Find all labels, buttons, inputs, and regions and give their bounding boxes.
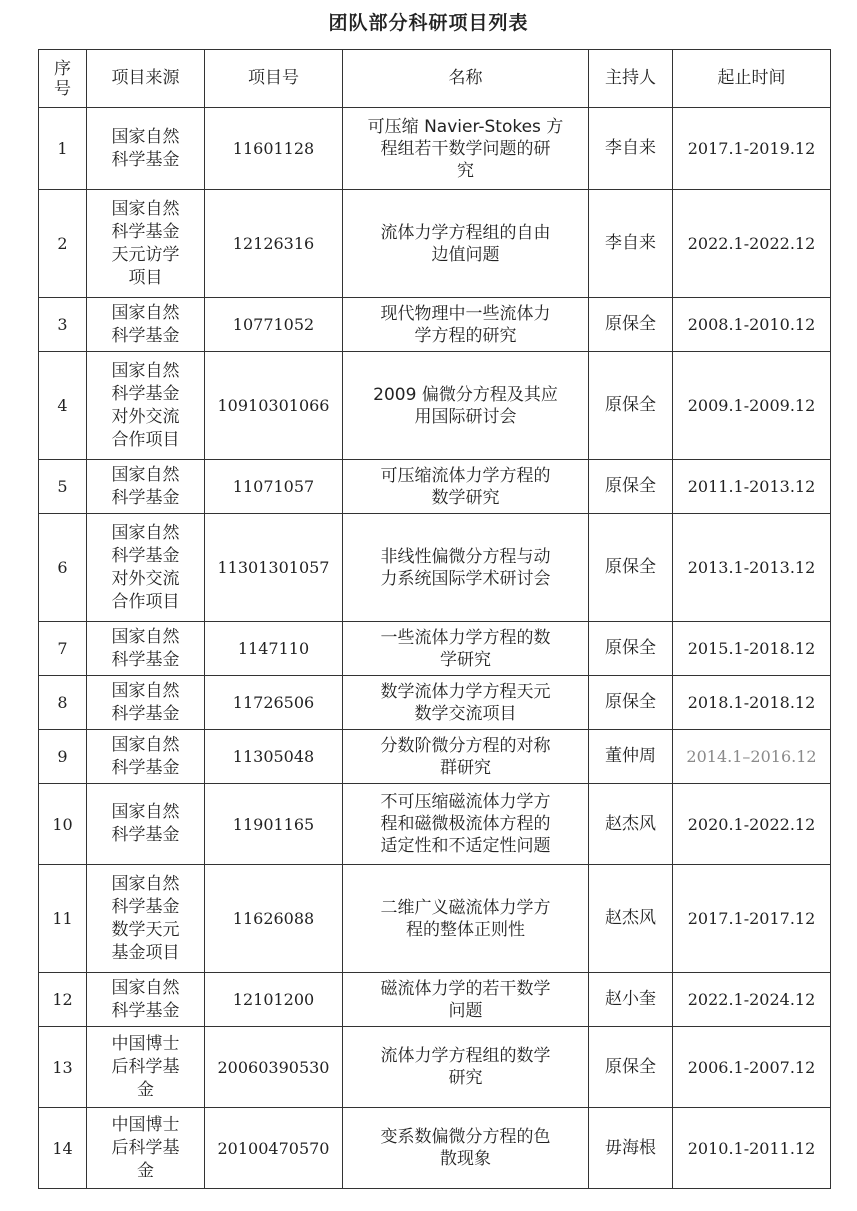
- cell-host: 赵杰风: [589, 865, 673, 973]
- cell-source: 国家自然 科学基金 对外交流 合作项目: [87, 352, 205, 460]
- cell-seq: 8: [39, 676, 87, 730]
- cell-period: 2011.1-2013.12: [673, 460, 831, 514]
- header-name: 名称: [343, 50, 589, 108]
- projects-table: [38, 49, 831, 1189]
- cell-seq: 12: [39, 973, 87, 1027]
- cell-name: 现代物理中一些流体力 学方程的研究: [343, 298, 589, 352]
- cell-name: 不可压缩磁流体力学方 程和磁微极流体方程的 适定性和不适定性问题: [343, 784, 589, 865]
- cell-seq: 9: [39, 730, 87, 784]
- cell-name: 流体力学方程组的自由 边值问题: [343, 190, 589, 298]
- header-project-no: 项目号: [205, 50, 343, 108]
- cell-project-no: 11071057: [205, 460, 343, 514]
- cell-name: 磁流体力学的若干数学 问题: [343, 973, 589, 1027]
- cell-host: 原保全: [589, 676, 673, 730]
- table-row: [39, 1027, 831, 1108]
- cell-period: 2010.1-2011.12: [673, 1108, 831, 1189]
- cell-source: 国家自然 科学基金: [87, 622, 205, 676]
- cell-period: 2013.1-2013.12: [673, 514, 831, 622]
- cell-source: 国家自然 科学基金 天元访学 项目: [87, 190, 205, 298]
- cell-name: 数学流体力学方程天元 数学交流项目: [343, 676, 589, 730]
- cell-name: 变系数偏微分方程的色 散现象: [343, 1108, 589, 1189]
- cell-seq: 5: [39, 460, 87, 514]
- cell-seq: 3: [39, 298, 87, 352]
- cell-name: 可压缩 Navier-Stokes 方 程组若干数学问题的研 究: [343, 108, 589, 190]
- cell-name: 流体力学方程组的数学 研究: [343, 1027, 589, 1108]
- table-row: [39, 108, 831, 190]
- header-host: 主持人: [589, 50, 673, 108]
- cell-name: 二维广义磁流体力学方 程的整体正则性: [343, 865, 589, 973]
- cell-period: 2009.1-2009.12: [673, 352, 831, 460]
- table-row: [39, 784, 831, 865]
- header-seq: 序 号: [39, 50, 87, 108]
- table-row: [39, 973, 831, 1027]
- cell-project-no: 11601128: [205, 108, 343, 190]
- cell-period: 2018.1-2018.12: [673, 676, 831, 730]
- cell-source: 国家自然 科学基金 数学天元 基金项目: [87, 865, 205, 973]
- cell-source: 国家自然 科学基金: [87, 460, 205, 514]
- cell-source: 国家自然 科学基金 对外交流 合作项目: [87, 514, 205, 622]
- cell-project-no: 10771052: [205, 298, 343, 352]
- cell-project-no: 10910301066: [205, 352, 343, 460]
- cell-host: 李自来: [589, 190, 673, 298]
- cell-host: 原保全: [589, 622, 673, 676]
- cell-period: 2020.1-2022.12: [673, 784, 831, 865]
- cell-name: 分数阶微分方程的对称 群研究: [343, 730, 589, 784]
- cell-period: 2017.1-2019.12: [673, 108, 831, 190]
- table-row: [39, 865, 831, 973]
- table-header-row: [39, 50, 831, 108]
- cell-seq: 13: [39, 1027, 87, 1108]
- table-row: [39, 1108, 831, 1189]
- table-row: [39, 352, 831, 460]
- cell-project-no: 11901165: [205, 784, 343, 865]
- cell-project-no: 11301301057: [205, 514, 343, 622]
- cell-source: 中国博士 后科学基 金: [87, 1108, 205, 1189]
- cell-source: 国家自然 科学基金: [87, 676, 205, 730]
- table-row: [39, 676, 831, 730]
- table-row: [39, 730, 831, 784]
- cell-project-no: 20100470570: [205, 1108, 343, 1189]
- cell-seq: 1: [39, 108, 87, 190]
- cell-host: 原保全: [589, 352, 673, 460]
- cell-host: 原保全: [589, 1027, 673, 1108]
- cell-source: 国家自然 科学基金: [87, 298, 205, 352]
- cell-period: 2014.1–2016.12: [673, 730, 831, 784]
- cell-seq: 11: [39, 865, 87, 973]
- cell-seq: 14: [39, 1108, 87, 1189]
- cell-project-no: 12101200: [205, 973, 343, 1027]
- cell-project-no: 11726506: [205, 676, 343, 730]
- table-row: [39, 190, 831, 298]
- cell-host: 董仲周: [589, 730, 673, 784]
- cell-name: 一些流体力学方程的数 学研究: [343, 622, 589, 676]
- cell-host: 赵杰风: [589, 784, 673, 865]
- cell-name: 非线性偏微分方程与动 力系统国际学术研讨会: [343, 514, 589, 622]
- cell-period: 2022.1-2022.12: [673, 190, 831, 298]
- cell-period: 2015.1-2018.12: [673, 622, 831, 676]
- cell-host: 原保全: [589, 514, 673, 622]
- cell-seq: 4: [39, 352, 87, 460]
- cell-seq: 2: [39, 190, 87, 298]
- cell-host: 赵小奎: [589, 973, 673, 1027]
- cell-project-no: 12126316: [205, 190, 343, 298]
- cell-host: 原保全: [589, 298, 673, 352]
- header-source: 项目来源: [87, 50, 205, 108]
- table-row: [39, 298, 831, 352]
- cell-project-no: 11626088: [205, 865, 343, 973]
- cell-host: 毋海根: [589, 1108, 673, 1189]
- table-row: [39, 514, 831, 622]
- cell-host: 李自来: [589, 108, 673, 190]
- cell-source: 国家自然 科学基金: [87, 784, 205, 865]
- cell-host: 原保全: [589, 460, 673, 514]
- cell-name: 可压缩流体力学方程的 数学研究: [343, 460, 589, 514]
- header-period: 起止时间: [673, 50, 831, 108]
- cell-source: 国家自然 科学基金: [87, 973, 205, 1027]
- cell-seq: 7: [39, 622, 87, 676]
- table-row: [39, 460, 831, 514]
- cell-source: 国家自然 科学基金: [87, 108, 205, 190]
- cell-seq: 10: [39, 784, 87, 865]
- cell-period: 2006.1-2007.12: [673, 1027, 831, 1108]
- cell-source: 国家自然 科学基金: [87, 730, 205, 784]
- cell-project-no: 11305048: [205, 730, 343, 784]
- cell-name: 2009 偏微分方程及其应 用国际研讨会: [343, 352, 589, 460]
- table-row: [39, 622, 831, 676]
- cell-period: 2008.1-2010.12: [673, 298, 831, 352]
- cell-project-no: 20060390530: [205, 1027, 343, 1108]
- cell-seq: 6: [39, 514, 87, 622]
- cell-source: 中国博士 后科学基 金: [87, 1027, 205, 1108]
- page-title: 团队部分科研项目列表: [328, 12, 529, 34]
- cell-period: 2017.1-2017.12: [673, 865, 831, 973]
- cell-project-no: 1147110: [205, 622, 343, 676]
- cell-period: 2022.1-2024.12: [673, 973, 831, 1027]
